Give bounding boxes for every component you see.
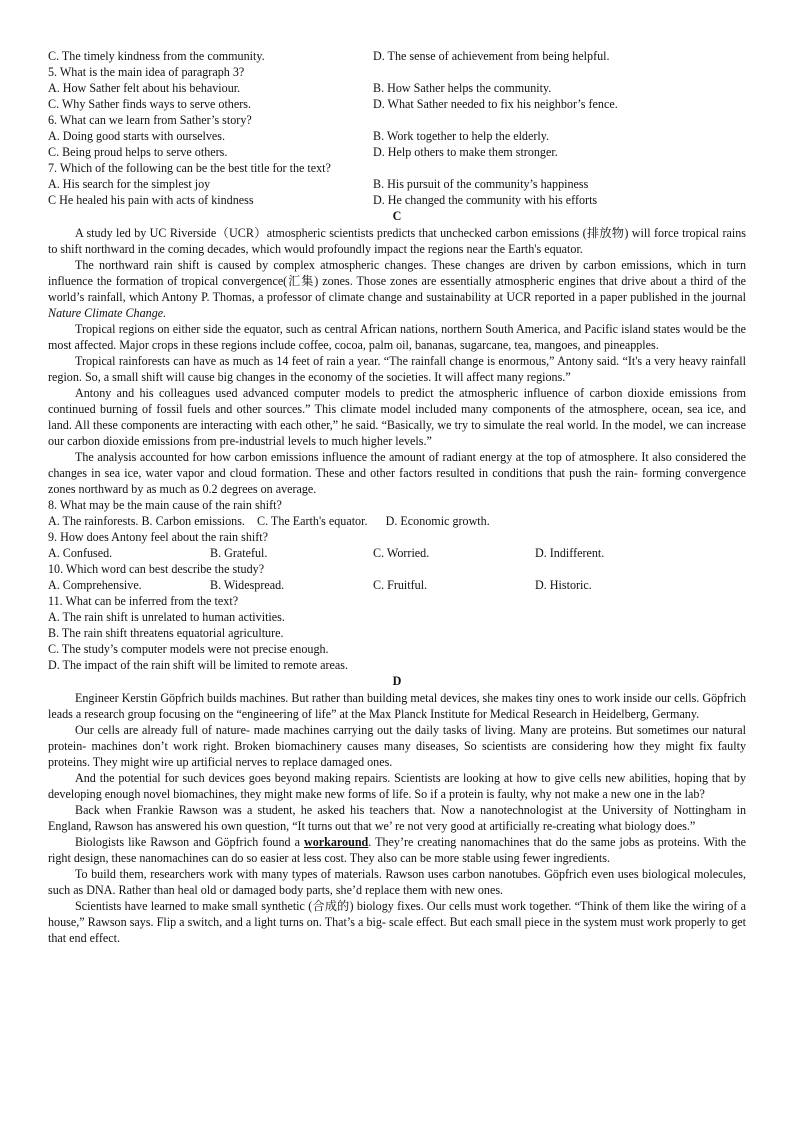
q5-options-row-1 (48, 80, 746, 96)
q9-option-c[interactable]: C. Worried. (373, 546, 430, 560)
q10-option-c[interactable]: C. Fruitful. (373, 578, 428, 592)
q10-stem: 10. Which word can best describe the study? (48, 562, 265, 576)
section-d-paragraph-1: Engineer Kerstin Göpfrich builds machines. But rather than building metal devices, she makes tiny ones to work inside our cells. Göpfrich leads a research group focusing on the “engineering of life” at the Max Planck Institute for Medical Research in Heidelberg, Germany. (48, 691, 746, 721)
q5-option-c[interactable]: C. Why Sather finds ways to serve others. (48, 97, 251, 111)
q5-stem: 5. What is the main idea of paragraph 3? (48, 65, 245, 79)
section-d-paragraph-5-lead: Biologists like Rawson and Göpfrich found a (75, 835, 304, 849)
journal-name: Nature Climate Change. (48, 306, 167, 320)
section-d-paragraph-4: Back when Frankie Rawson was a student, he asked his teachers that. Now a nanotechnologist at the University of Nottingham in England, Rawson has answered his own question, “It turns out that we’ re not very good at artificially re-creating what biology does.” (48, 803, 746, 833)
q4-option-c[interactable]: C. The timely kindness from the community. (48, 49, 265, 63)
section-c-paragraph-3: Tropical regions on either side the equator, such as central African nations, northern South America, and Pacific island states would be the most affected. Major crops in these regions include coffee, cocoa, palm oil, bananas, sugarcane, tea, mangoes, and pineapples. (48, 322, 746, 352)
section-d-paragraph-2: Our cells are already full of nature- made machines carrying out the daily tasks of living. Many are proteins. But sometimes our natural protein- machines don’t work right. Broken biomachinery causes many diseases, So scientists are considering how they might fix faulty proteins. They might wire up artificial nerves to replace damaged ones. (48, 723, 746, 769)
q9-option-b[interactable]: B. Grateful. (210, 546, 268, 560)
exam-page (48, 48, 746, 946)
q5-option-a[interactable]: A. How Sather felt about his behaviour. (48, 81, 241, 95)
q11-option-a[interactable]: A. The rain shift is unrelated to human activities. (48, 610, 285, 624)
q11-option-b[interactable]: B. The rain shift threatens equatorial agriculture. (48, 626, 284, 640)
section-c-paragraph-5: Antony and his colleagues used advanced computer models to predict the atmospheric influence of carbon dioxide emissions from continued burning of fossil fuels and other sources.” This climate model included many components of the atmosphere, ocean, sea ice, and land. All these components are interacting with each other,” he said. “Basically, we try to simulate the real world. In the model, we can increase our carbon dioxide emissions from pre-industrial levels to much higher levels.” (48, 386, 746, 448)
q7-option-c[interactable]: C He healed his pain with acts of kindness (48, 193, 254, 207)
section-c-paragraph-1: A study led by UC Riverside（UCR）atmospheric scientists predicts that unchecked carbon emissions (排放物) will force tropical rains to shift northward in the coming decades, which would profoundly impact the regions near the Earth's equator. (48, 226, 746, 256)
q10-option-d[interactable]: D. Historic. (535, 578, 592, 592)
section-c-paragraph-2 (48, 257, 746, 321)
q10-option-a[interactable]: A. Comprehensive. (48, 578, 142, 592)
q10-option-b[interactable]: B. Widespread. (210, 578, 285, 592)
q11-option-d[interactable]: D. The impact of the rain shift will be limited to remote areas. (48, 658, 349, 672)
q6-option-b[interactable]: B. Work together to help the elderly. (373, 129, 550, 143)
section-c-heading: C (392, 209, 402, 223)
q6-options-row-1 (48, 128, 746, 144)
q8-options[interactable]: A. The rainforests. B. Carbon emissions. C. The Earth's equator. D. Economic growth. (48, 514, 490, 528)
q6-option-d[interactable]: D. Help others to make them stronger. (373, 145, 558, 159)
q5-options-row-2 (48, 96, 746, 112)
section-d-paragraph-5 (48, 834, 746, 866)
q4-options-row (48, 48, 746, 64)
q11-stem: 11. What can be inferred from the text? (48, 594, 239, 608)
section-c-paragraph-4: Tropical rainforests can have as much as 14 feet of rain a year. “The rainfall change is enormous,” Antony said. “It's a very heavy rainfall region. So, a small shift will cause big changes in the economy of the societies. It will affect many regions.” (48, 354, 746, 384)
q9-options-row (48, 545, 746, 561)
section-c-paragraph-2-text: The northward rain shift is caused by complex atmospheric changes. These changes are driven by carbon emissions, which in turn influence the formation of tropical convergence(汇集) zones. Those zones are essentially atmospheric engines that drive about a third of the world’s rainfall, which Antony P. Thomas, a professor of climate change and sustainability at UCR reported in a paper published in the journal (48, 258, 746, 304)
q7-stem: 7. Which of the following can be the best title for the text? (48, 161, 331, 175)
section-c-paragraph-6: The analysis accounted for how carbon emissions influence the amount of radiant energy at the top of atmosphere. It also considered the changes in sea ice, water vapor and cloud formation. These and other factors resulted in conditions that push the rain- forming convergence zones northward by as much as 0.2 degrees on average. (48, 450, 746, 496)
q7-option-b[interactable]: B. His pursuit of the community’s happiness (373, 177, 589, 191)
section-d-heading: D (392, 674, 402, 688)
q7-options-row-1 (48, 176, 746, 192)
q6-options-row-2 (48, 144, 746, 160)
q6-stem: 6. What can we learn from Sather’s story? (48, 113, 252, 127)
section-d-paragraph-3: And the potential for such devices goes beyond making repairs. Scientists are looking at how to give cells new abilities, hoping that by developing enough novel biomachines, they might make new forms of life. So if a protein is faulty, why not make a new one in the lab? (48, 771, 746, 801)
q7-option-a[interactable]: A. His search for the simplest joy (48, 177, 211, 191)
q10-options-row (48, 577, 746, 593)
q7-options-row-2 (48, 192, 746, 208)
q5-option-d[interactable]: D. What Sather needed to fix his neighbor’s fence. (373, 97, 618, 111)
q7-option-d[interactable]: D. He changed the community with his efforts (373, 193, 598, 207)
q6-option-c[interactable]: C. Being proud helps to serve others. (48, 145, 228, 159)
q8-stem: 8. What may be the main cause of the rain shift? (48, 498, 282, 512)
q9-option-a[interactable]: A. Confused. (48, 546, 113, 560)
q11-option-c[interactable]: C. The study’s computer models were not precise enough. (48, 642, 329, 656)
section-d-paragraph-5-rest: . They’re creating nanomachines that do the same jobs as proteins. With the right design, these nanomachines can do so easier at less cost. They also can be more stable using fewer ingredients. (48, 835, 746, 865)
q9-option-d[interactable]: D. Indifferent. (535, 546, 605, 560)
q6-option-a[interactable]: A. Doing good starts with ourselves. (48, 129, 226, 143)
underlined-keyword: workaround (303, 835, 369, 849)
section-d-paragraph-6: To build them, researchers work with many types of materials. Rawson uses carbon nanotubes. Göpfrich even uses biological molecules, such as DNA. Rather than heal old or damaged body parts, she’d replace them with new ones. (48, 867, 746, 897)
q4-option-d[interactable]: D. The sense of achievement from being helpful. (373, 49, 610, 63)
q5-option-b[interactable]: B. How Sather helps the community. (373, 81, 552, 95)
q9-stem: 9. How does Antony feel about the rain shift? (48, 530, 268, 544)
section-d-paragraph-7: Scientists have learned to make small synthetic (合成的) biology fixes. Our cells must work together. “Think of them like the wiring of a house,” Rawson says. Flip a switch, and a light turns on. That’s a big- scale effect. But each small piece in the system must work properly to get that end effect. (48, 899, 746, 945)
